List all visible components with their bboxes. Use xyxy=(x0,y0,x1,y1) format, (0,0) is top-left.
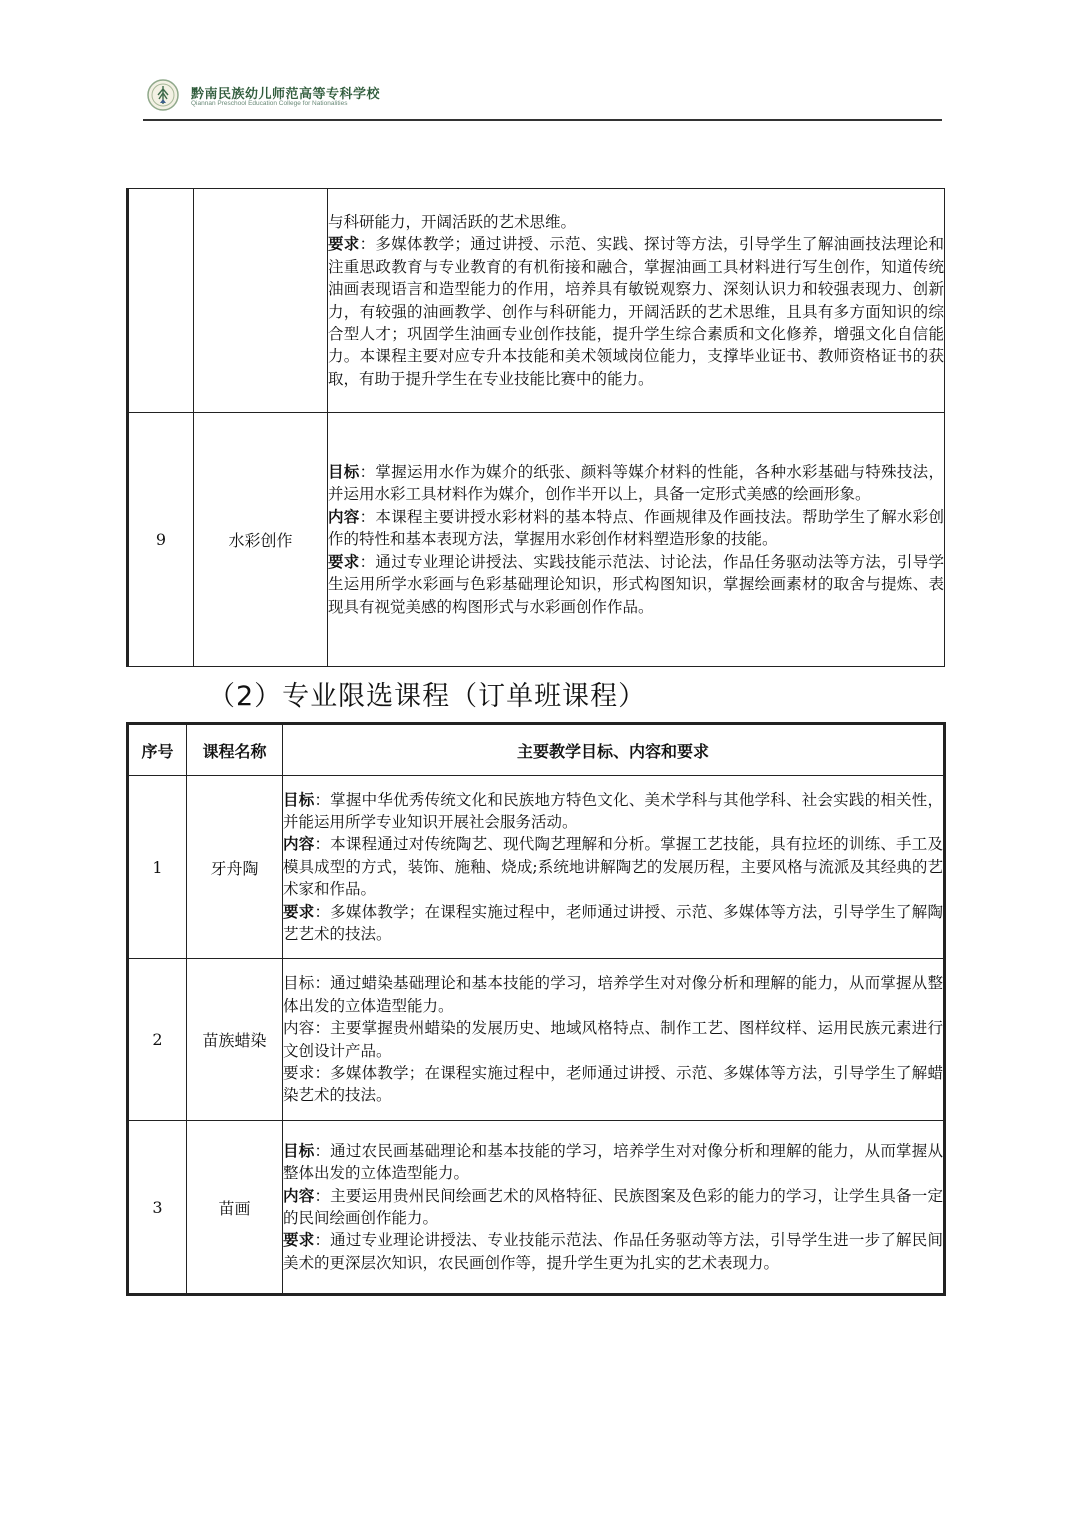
paragraph-text: ：多媒体教学；通过讲授、示范、实践、探讨等方法，引导学生了解油画技法理论和注重思政教育与专业教育的有机衔接和融合，掌握油画工具材料进行写生创作，知道传统油画表现语言和造型能力的作用，培养具有敏锐观察力、深刻认识力和较强表现力、创新力，有较强的油画教学、创作与科研能力，开阔活跃的艺术思维，且具有多方面知识的综合型人才；巩固学生油画专业创作技能，提升学生综合素质和文化修养，增强文化自信能力。本课程主要对应专升本技能和美术领域岗位能力，支撑毕业证书、教师资格证书的获取，有助于提升学生在专业技能比赛中的能力。 xyxy=(328,235,944,388)
course-index: 3 xyxy=(128,1121,187,1295)
course-description xyxy=(283,959,945,1121)
description-paragraph xyxy=(283,1062,943,1107)
course-description xyxy=(283,1121,945,1295)
course-index: 2 xyxy=(128,959,187,1121)
paragraph-text: ：本课程通过对传统陶艺、现代陶艺理解和分析。掌握工艺技能，具有拉坯的训练、手工及模具成型的方式，装饰、施釉、烧成;系统地讲解陶艺的发展历程，主要风格与流派及其经典的艺术家和作品。 xyxy=(283,835,943,899)
column-header-name: 课程名称 xyxy=(187,724,283,776)
paragraph-text: ：掌握中华优秀传统文化和民族地方特色文化、美术学科与其他学科、社会实践的相关性，并能运用所学专业知识开展社会服务活动。 xyxy=(283,790,943,831)
course-description xyxy=(328,189,945,413)
table-header-row xyxy=(128,724,945,776)
description-paragraph xyxy=(328,506,944,551)
description-paragraph xyxy=(283,1229,943,1274)
paragraph-text: ：本课程主要讲授水彩材料的基本特点、作画规律及作画技法。帮助学生了解水彩创作的特性和基本表现方法，掌握用水彩创作材料塑造形象的技能。 xyxy=(328,507,944,549)
column-header-index: 序号 xyxy=(128,724,187,776)
school-name-cn: 黔南民族幼儿师范高等专科学校 xyxy=(191,87,381,102)
description-paragraph xyxy=(283,972,943,1017)
course-name: 苗画 xyxy=(187,1121,283,1295)
paragraph-text: 内容：主要掌握贵州蜡染的发展历史、地域风格特点、制作工艺、图样纹样、运用民族元素进行文创设计产品。 xyxy=(283,1019,943,1060)
paragraph-label: 目标 xyxy=(328,462,360,482)
description-paragraph xyxy=(283,1140,943,1185)
paragraph-label: 内容 xyxy=(283,834,315,854)
description-paragraph xyxy=(328,233,944,390)
description-paragraph xyxy=(283,901,943,946)
course-name: 水彩创作 xyxy=(194,413,328,667)
section-heading: （2）专业限选课程（订单班课程） xyxy=(208,681,647,712)
paragraph-text: 与科研能力，开阔活跃的艺术思维。 xyxy=(328,212,577,231)
course-index: 1 xyxy=(128,776,187,959)
table-row xyxy=(128,959,945,1121)
paragraph-text: ：通过专业理论讲授法、实践技能示范法、讨论法，作品任务驱动法等方法，引导学生运用所学水彩画与色彩基础理论知识，形式构图知识，掌握绘画素材的取舍与提炼、表现具有视觉美感的构图形式与水彩画创作作品。 xyxy=(328,552,944,616)
school-seal-icon xyxy=(147,79,179,111)
course-name: 牙舟陶 xyxy=(187,776,283,959)
paragraph-label: 目标 xyxy=(283,1140,315,1160)
paragraph-text: 要求：多媒体教学；在课程实施过程中，老师通过讲授、示范、多媒体等方法，引导学生了解蜡染艺术的技法。 xyxy=(283,1063,943,1105)
table-row xyxy=(128,1121,945,1295)
paragraph-label: 要求 xyxy=(283,901,315,921)
course-name: 苗族蜡染 xyxy=(187,959,283,1121)
table-row xyxy=(128,189,945,413)
paragraph-label: 要求 xyxy=(328,551,360,571)
course-description xyxy=(328,413,945,667)
paragraph-text: ：通过专业理论讲授法、专业技能示范法、作品任务驱动等方法，引导学生进一步了解民间美术的更深层次知识，农民画创作等，提升学生更为扎实的艺术表现力。 xyxy=(283,1231,943,1272)
paragraph-label: 内容 xyxy=(328,506,360,526)
header-divider xyxy=(143,119,942,121)
course-description xyxy=(283,776,945,959)
course-name xyxy=(194,189,328,413)
table-row xyxy=(128,776,945,959)
paragraph-text: ：主要运用贵州民间绘画艺术的风格特征、民族图案及色彩的能力的学习，让学生具备一定的民间绘画创作能力。 xyxy=(283,1186,943,1227)
course-index: 9 xyxy=(128,413,194,667)
paragraph-text: ：通过农民画基础理论和基本技能的学习，培养学生对对像分析和理解的能力，从而掌握从整体出发的立体造型能力。 xyxy=(283,1141,943,1183)
description-paragraph xyxy=(283,789,943,834)
paragraph-text: ：掌握运用水作为媒介的纸张、颜料等媒介材料的性能，各种水彩基础与特殊技法，并运用水彩工具材料作为媒介，创作半开以上，具备一定形式美感的绘画形象。 xyxy=(328,463,944,504)
column-header-description: 主要教学目标、内容和要求 xyxy=(283,724,945,776)
page-header xyxy=(143,74,942,121)
paragraph-label: 要求 xyxy=(328,234,360,254)
description-paragraph xyxy=(283,1017,943,1062)
description-paragraph xyxy=(283,833,943,900)
table-row xyxy=(128,413,945,667)
paragraph-label: 要求 xyxy=(283,1230,315,1250)
description-paragraph xyxy=(283,1185,943,1230)
school-name-en: Qiannan Preschool Education College for Nationalities xyxy=(191,100,348,107)
paragraph-label: 目标 xyxy=(283,789,315,809)
description-paragraph xyxy=(328,211,944,233)
course-table-continued xyxy=(126,188,945,667)
elective-course-table xyxy=(126,722,946,1296)
paragraph-text: 目标：通过蜡染基础理论和基本技能的学习，培养学生对对像分析和理解的能力，从而掌握从整体出发的立体造型能力。 xyxy=(283,974,943,1015)
description-paragraph xyxy=(328,551,944,618)
course-index xyxy=(128,189,194,413)
paragraph-text: ：多媒体教学；在课程实施过程中，老师通过讲授、示范、多媒体等方法，引导学生了解陶艺艺术的技法。 xyxy=(283,902,943,944)
description-paragraph xyxy=(328,461,944,506)
paragraph-label: 内容 xyxy=(283,1185,315,1205)
